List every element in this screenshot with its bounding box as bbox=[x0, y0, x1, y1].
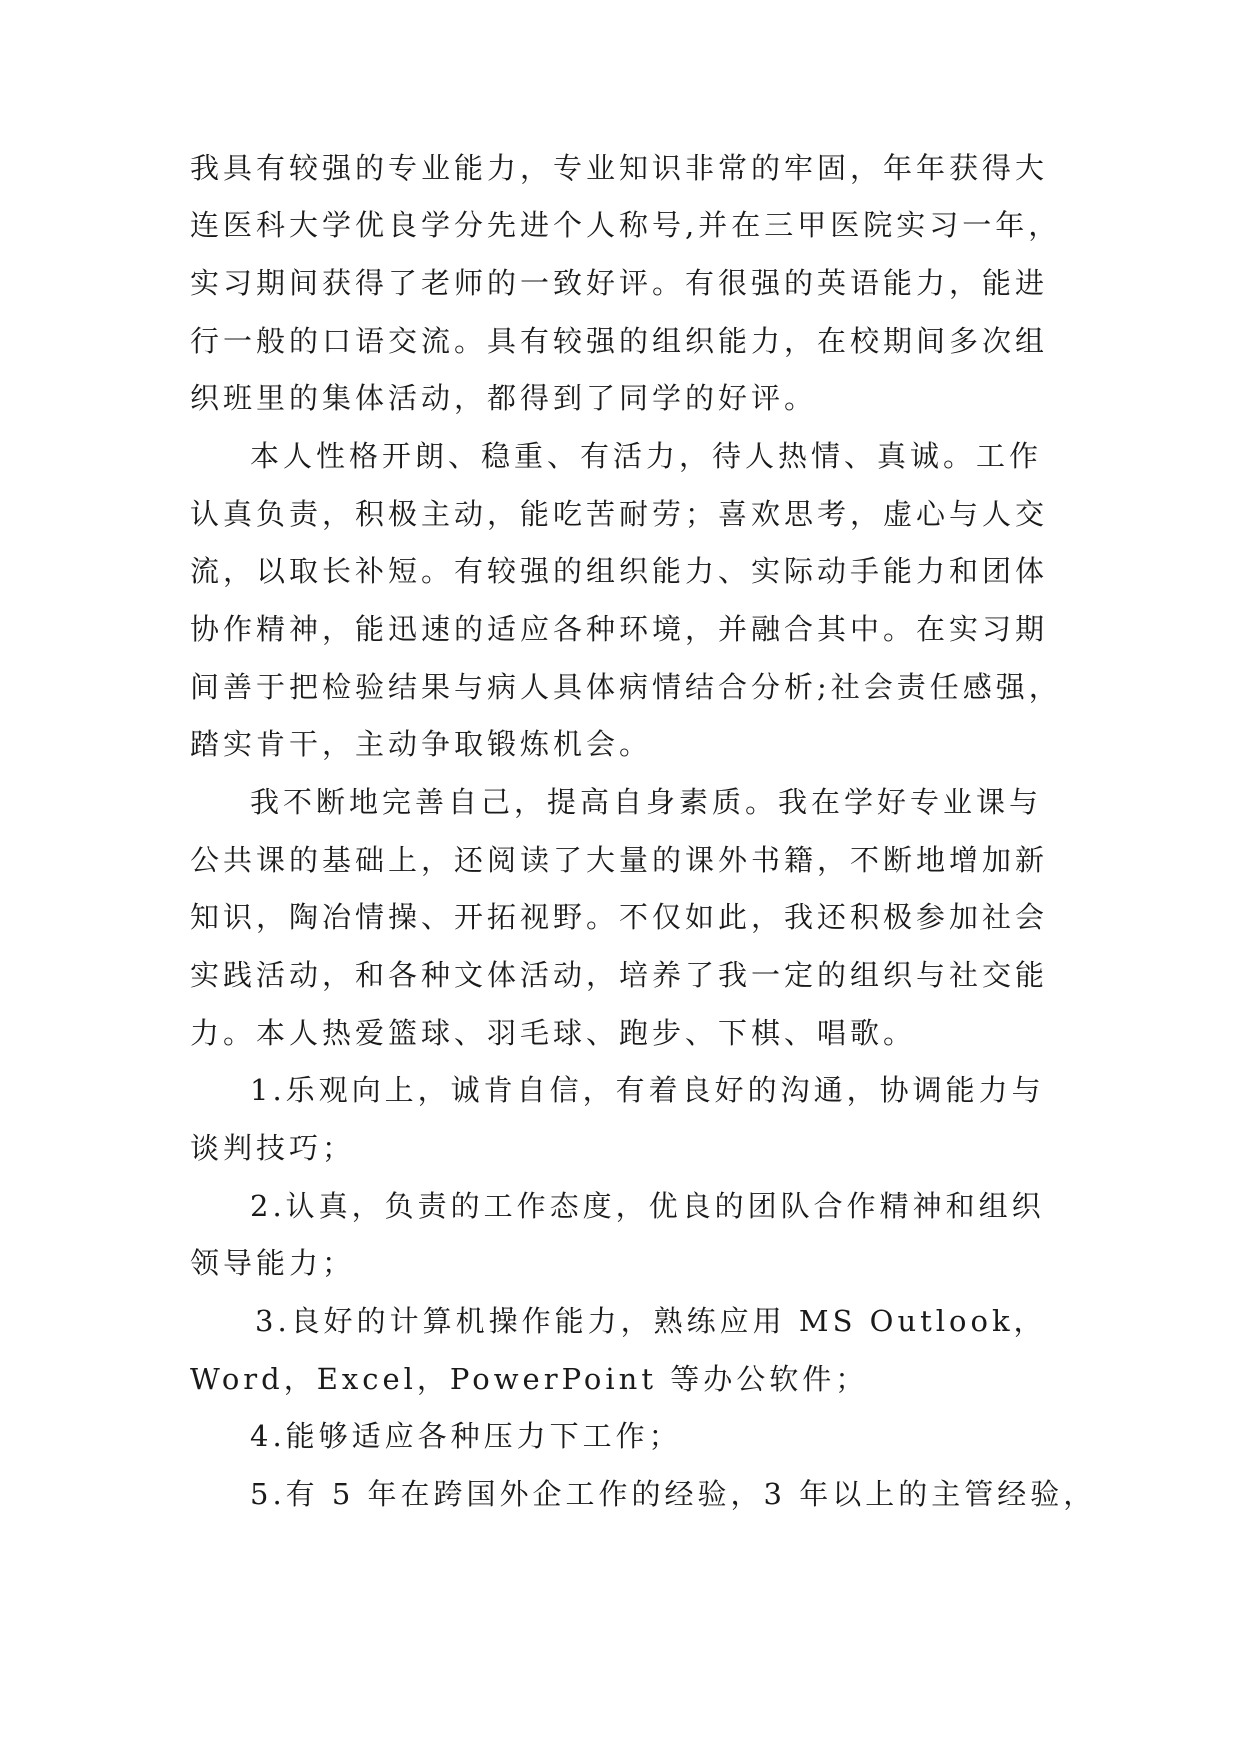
text-line: 2.认真，负责的工作态度，优良的团队合作精神和组织 bbox=[250, 1189, 1045, 1223]
text-line: 领导能力； bbox=[190, 1246, 356, 1280]
text-line: 我不断地完善自己，提高自身素质。我在学好专业课与 bbox=[250, 785, 1043, 819]
text-line: 踏实肯干，主动争取锻炼机会。 bbox=[190, 727, 653, 761]
text-line: 4.能够适应各种压力下工作； bbox=[250, 1419, 682, 1453]
text-line: 1.乐观向上，诚肯自信，有着良好的沟通，协调能力与 bbox=[250, 1073, 1045, 1107]
text-line: 织班里的集体活动，都得到了同学的好评。 bbox=[190, 381, 818, 415]
text-line: 协作精神，能迅速的适应各种环境，并融合其中。在实习期 bbox=[190, 612, 1049, 646]
text-line: 公共课的基础上，还阅读了大量的课外书籍，不断地增加新 bbox=[190, 843, 1049, 877]
text-line: 认真负责，积极主动，能吃苦耐劳；喜欢思考，虚心与人交 bbox=[190, 497, 1049, 531]
text-line: 行一般的口语交流。具有较强的组织能力，在校期间多次组 bbox=[190, 324, 1049, 358]
text-line: 间善于把检验结果与病人具体病情结合分析;社会责任感强， bbox=[190, 670, 1062, 704]
text-line: Word，Excel，PowerPoint 等办公软件； bbox=[190, 1362, 869, 1396]
text-line: 知识，陶冶情操、开拓视野。不仅如此，我还积极参加社会 bbox=[190, 900, 1049, 934]
text-line: 5.有 5 年在跨国外企工作的经验，3 年以上的主管经验， bbox=[250, 1477, 1097, 1511]
text-line: 实习期间获得了老师的一致好评。有很强的英语能力，能进 bbox=[190, 266, 1049, 300]
text-line: 流，以取长补短。有较强的组织能力、实际动手能力和团体 bbox=[190, 554, 1049, 588]
text-line: 谈判技巧； bbox=[190, 1131, 356, 1165]
text-line: 力。本人热爱篮球、羽毛球、跑步、下棋、唱歌。 bbox=[190, 1016, 917, 1050]
text-line: 实践活动，和各种文体活动，培养了我一定的组织与社交能 bbox=[190, 958, 1049, 992]
text-line: 本人性格开朗、稳重、有活力，待人热情、真诚。工作 bbox=[250, 439, 1043, 473]
text-line: 3.良好的计算机操作能力，熟练应用 MS Outlook， bbox=[255, 1304, 1047, 1338]
text-line: 我具有较强的专业能力，专业知识非常的牢固，年年获得大 bbox=[190, 151, 1049, 185]
text-line: 连医科大学优良学分先进个人称号,并在三甲医院实习一年， bbox=[190, 208, 1062, 242]
